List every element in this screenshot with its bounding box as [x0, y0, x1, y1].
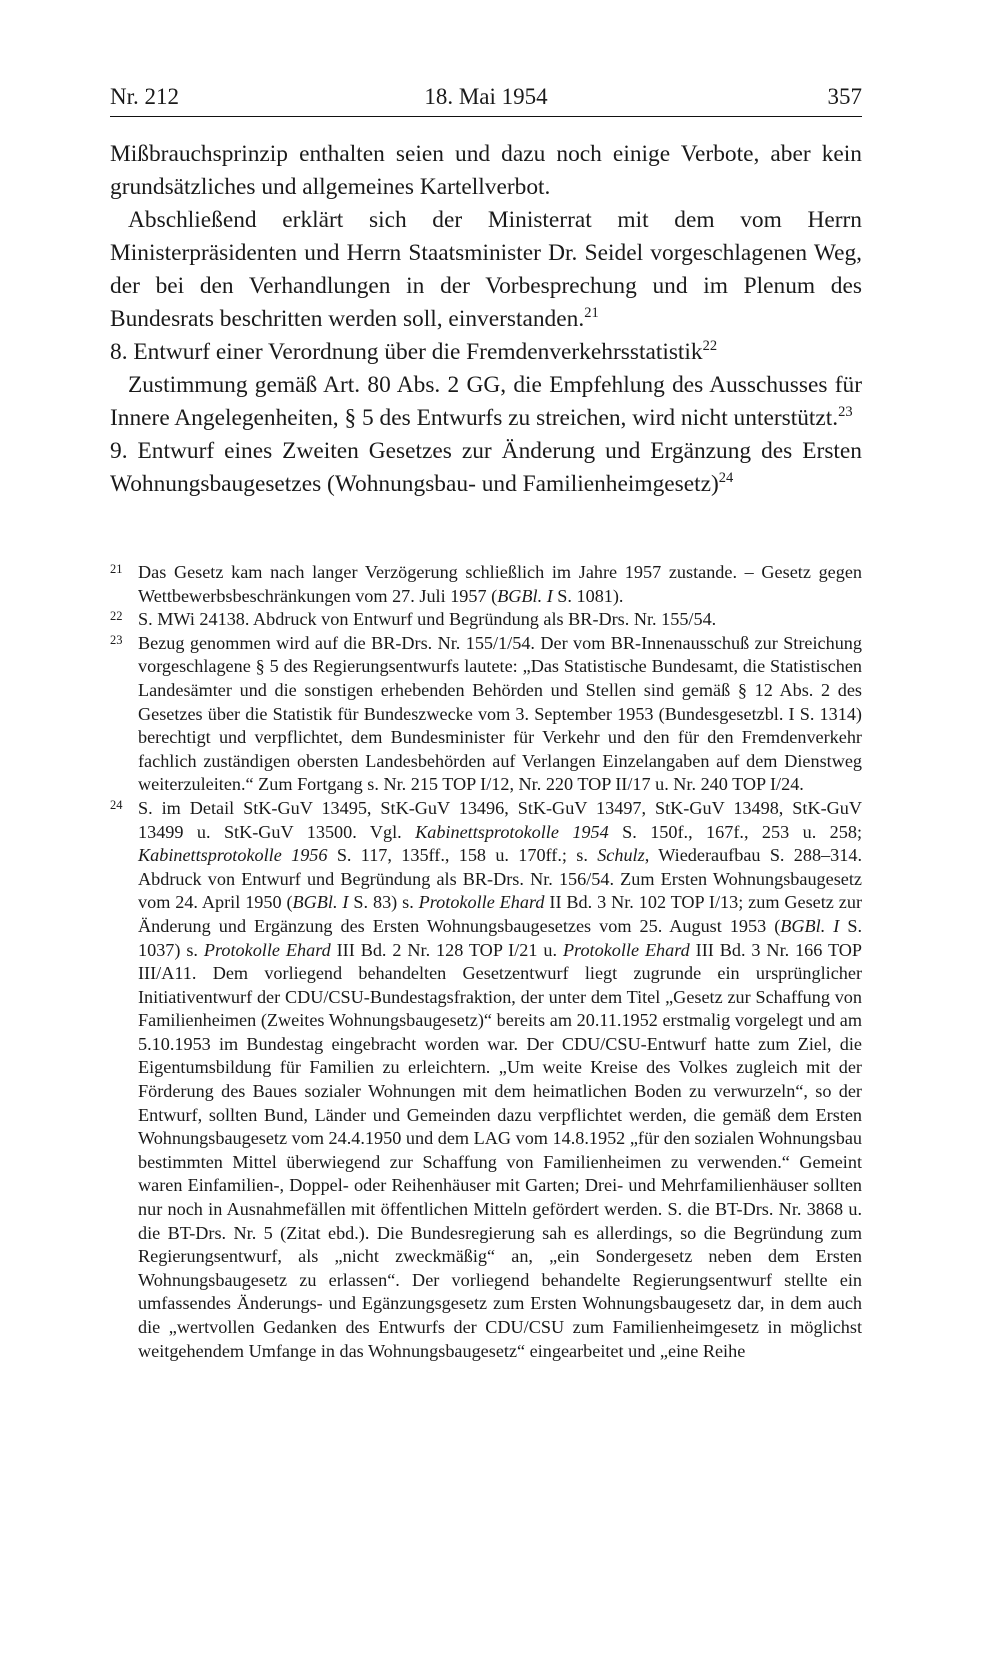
- footnote-24: 24 S. im Detail StK-GuV 13495, StK-GuV 13496, StK-GuV 13497, StK-GuV 13498, StK-GuV 13499 u. StK-GuV 13500. Vgl. Kabinettsprotokolle 1954 S. 150f., 167f., 253 u. 258; Kabinettsprotokolle 1956 S. 117, 135ff., 158 u. 170ff.; s. Schulz, Wiederaufbau S. 288–314. Abdruck von Entwurf und Begründung als BR-Drs. Nr. 156/54. Zum Ersten Wohnungsbaugesetz vom 24. April 1950 (BGBl. I S. 83) s. Protokolle Ehard II Bd. 3 Nr. 102 TOP I/13; zum Gesetz zur Änderung und Ergänzung des Ersten Wohnungsbaugesetzes vom 25. August 1953 (BGBl. I S. 1037) s. Protokolle Ehard III Bd. 2 Nr. 128 TOP I/21 u. Protokolle Ehard III Bd. 3 Nr. 166 TOP III/A11. Dem vorliegend behandelten Gesetzentwurf liegt zugrunde ein ursprünglicher Initiativentwurf der CDU/CSU-Bundestagsfraktion, der unter dem Titel „Gesetz zur Schaffung von Familienheimen (Zweites Wohnungsbaugesetz)“ bereits am 20.11.1952 erstmalig vorgelegt und am 5.10.1953 im Bundestag eingebracht worden war. Der CDU/CSU-Entwurf hatte zum Ziel, die Eigentumsbildung für Familien zu erleichtern. „Um weite Kreise des Volkes zugleich mit der Förderung des Baues sozialer Wohnungen mit dem heimatlichen Boden zu verwurzeln“, so der Entwurf, sollten Bund, Länder und Gemeinden dazu verpflichtet werden, die gemäß dem Ersten Wohnungsbaugesetz vom 24.4.1950 und dem LAG vom 14.8.1952 „für den sozialen Wohnungsbau bestimmten Mittel überwiegend zur Schaffung von Familienheimen zu verwenden.“ Gemeint waren Einfamilien-, Doppel- oder Reihenhäuser mit Garten; Drei- und Mehrfamilienhäuser sollten nur noch in Ausnahmefällen mit öffentlichen Mitteln gefördert werden. S. die BT-Drs. Nr. 3868 u. die BT-Drs. Nr. 5 (Zitat ebd.). Die Bundesregierung sah es allerdings, so die Begründung zum Regierungsentwurf, als „nicht zweckmäßig“ an, „ein Sondergesetz neben dem Ersten Wohnungsbaugesetz zu erlassen“. Der vorliegend behandelte Regierungsentwurf stellte ein umfassendes Änderungs- und Egänzungsgesetz zum Ersten Wohnungsbaugesetz dar, in dem auch die „wertvollen Gedanken des Entwurfs der CDU/CSU zum Familienheimgesetz in möglichst weitgehendem Umfange in das Wohnungsbaugesetz“ eingearbeitet und „eine Reihe: [110, 797, 862, 1363]
- paragraph-continuation: Mißbrauchsprinzip enthalten seien und dazu noch einige Verbote, aber kein grundsätzliches und allgemeines Kartellverbot.: [110, 141, 862, 200]
- footnote-ref-22[interactable]: 22: [702, 338, 718, 355]
- footnote-21: 21 Das Gesetz kam nach langer Verzögerung schließlich im Jahre 1957 zustande. – Gesetz gegen Wettbewerbsbeschränkungen vom 27. Juli 1957 (BGBl. I S. 1081).: [110, 561, 862, 608]
- header-rule: [110, 116, 862, 117]
- main-text: [110, 138, 862, 501]
- footnote-22: 22 S. MWi 24138. Abdruck von Entwurf und Begründung als BR-Drs. Nr. 155/54.: [110, 608, 862, 632]
- paragraph-conclusion: Abschließend erklärt sich der Ministerrat mit dem vom Herrn Ministerpräsidenten und Herrn Staatsminister Dr. Seidel vorgeschlagenen Weg, der bei den Verhandlungen in der Vorbesprechung und im Plenum des Bundesrats beschritten werden soll, einverstanden.$^{21}$: [110, 207, 862, 332]
- header-date: 18. Mai 1954: [424, 84, 548, 109]
- footnote-number: 24: [110, 797, 123, 812]
- footnote-number: 21: [110, 562, 123, 576]
- footnote-number: 22: [110, 609, 123, 624]
- paragraph-item-8-decision: Zustimmung gemäß Art. 80 Abs. 2 GG, die Empfehlung des Ausschusses für Innere Angelegenheiten, § 5 des Entwurfs zu streichen, wird nicht unterstützt.$^{23}$: [110, 372, 862, 431]
- page-number: 357: [827, 84, 862, 109]
- agenda-item-8: 8. Entwurf einer Verordnung über die Fremdenverkehrsstatistik$^{22}$: [110, 338, 718, 365]
- footnote-ref-24[interactable]: 24: [718, 470, 734, 487]
- running-header: [110, 82, 862, 112]
- footnotes: [110, 561, 862, 1363]
- footnote-23: 23 Bezug genommen wird auf die BR-Drs. Nr. 155/1/54. Der vom BR-Innenausschuß zur Streichung vorgeschlagene § 5 des Regierungsentwurfs lautete: „Das Statistische Bundesamt, die Statistischen Landesämter und die sonstigen erhebenden Behörden und Stellen sind gemäß § 12 Abs. 2 des Gesetzes über die Statistik für Bundeszwecke vom 3. September 1953 (Bundesgesetzbl. I S. 1314) berechtigt und verpflichtet, dem Bundesminister für Verkehr und den für den Fremdenverkehr fachlich zuständigen obersten Landesbehörden auf Verlangen Einzelangaben auf dem Dienstweg weiterzuleiten.“ Zum Fortgang s. Nr. 215 TOP I/12, Nr. 220 TOP II/17 u. Nr. 240 TOP I/24.: [110, 632, 862, 797]
- footnote-ref-21[interactable]: 21: [584, 305, 599, 322]
- document-number: Nr. 212: [110, 84, 179, 109]
- footnote-ref-23[interactable]: 23: [838, 404, 853, 421]
- agenda-item-9: 9. Entwurf eines Zweiten Gesetzes zur Änderung und Ergänzung des Ersten Wohnungsbaugesetzes (Wohnungsbau- und Familienheimgesetz)$^{24}$: [110, 438, 862, 497]
- footnote-number: 23: [110, 632, 123, 647]
